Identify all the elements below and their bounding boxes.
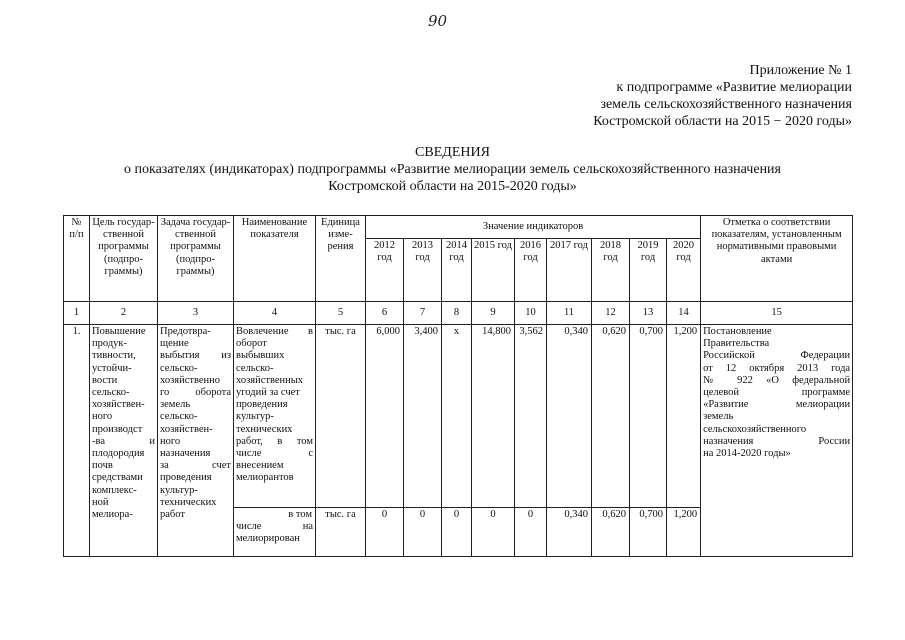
value-2020: 1,200: [667, 325, 701, 508]
header-unit: Единица изме-рения: [316, 216, 366, 302]
value-2014: х: [442, 325, 472, 508]
column-number: 5: [316, 302, 366, 325]
column-number: 2: [90, 302, 158, 325]
text-line: устойчи-: [92, 362, 132, 374]
text-line: проведения: [236, 399, 288, 411]
header-year: 2016 год: [515, 239, 547, 302]
text-line: хозяйственно: [160, 374, 220, 386]
text-line: проведения: [160, 472, 212, 484]
column-number: 1: [64, 302, 90, 325]
header-year: 2012 год: [366, 239, 404, 302]
header-year: 2015 год: [472, 239, 515, 302]
text-line: хозяйствен-: [92, 399, 145, 411]
heading-line: о показателях (индикаторах) подпрограммы «Развитие мелиорации земель сельскохозяйственного назначения: [124, 162, 781, 177]
text-line: средствами: [92, 472, 143, 484]
text-line: Российской Федерации: [703, 350, 851, 362]
value-2018: 0,620: [592, 508, 630, 557]
text-line: щение: [160, 338, 189, 350]
text-line: технических: [236, 423, 293, 435]
column-number: 10: [515, 302, 547, 325]
column-number: 11: [547, 302, 592, 325]
text-line: сельскохозяйственного: [703, 423, 807, 435]
text-line: хозяйственных: [236, 374, 304, 386]
column-number: 6: [366, 302, 404, 325]
text-line: хозяйствен-: [160, 423, 213, 435]
text-line: «Развитие мелиорации: [703, 399, 851, 411]
text-line: сельско-: [236, 362, 274, 374]
value-2012: 6,000: [366, 325, 404, 508]
text-line: плодородия: [92, 448, 145, 460]
header-year: 2018 год: [592, 239, 630, 302]
heading-title: СВЕДЕНИЯ: [415, 145, 490, 160]
text-line: Повышение: [92, 326, 146, 337]
text-line: назначения России: [703, 435, 851, 447]
text-line: целевой программе: [703, 387, 851, 399]
header-note: Отметка о соответствии показателям, установленным нормативными правовыми актами: [701, 216, 853, 302]
column-number: 12: [592, 302, 630, 325]
text-line: го оборота: [160, 387, 231, 399]
text-line: мелиора-: [92, 509, 133, 521]
text-line: в том: [288, 509, 312, 520]
appendix-line: земель сельскохозяйственного назначения: [600, 97, 852, 112]
header-task: Задача государ-ственной программы (подпро-граммы): [158, 216, 234, 302]
text-line: работ, в том: [236, 435, 313, 447]
column-number: 13: [630, 302, 667, 325]
column-number: 3: [158, 302, 234, 325]
text-line: работ: [160, 509, 185, 521]
page-number: 90: [428, 12, 448, 30]
document-heading: [0, 144, 905, 195]
header-year: 2017 год: [547, 239, 592, 302]
unit-cell: тыс. га: [316, 325, 366, 508]
value-2018: 0,620: [592, 325, 630, 508]
text-line: ного: [160, 435, 181, 447]
text-line: ной: [92, 496, 109, 508]
task-cell: [158, 325, 234, 557]
value-2013: 0: [404, 508, 442, 557]
text-line: угодий за счет: [236, 387, 300, 399]
text-line: культур-: [236, 411, 274, 423]
text-line: культур-: [160, 484, 198, 496]
text-line: продук-: [92, 338, 128, 350]
row-number: 1.: [64, 325, 90, 557]
text-line: сельско-: [160, 411, 198, 423]
text-line: мелиорантов: [236, 472, 294, 484]
text-line: Постановление: [703, 326, 772, 337]
header-year: 2014 год: [442, 239, 472, 302]
heading-line: Костромской области на 2015-2020 годы»: [328, 179, 577, 194]
value-2017: 0,340: [547, 508, 592, 557]
header-indicator-name: Наименование показателя: [234, 216, 316, 302]
value-2016: 3,562: [515, 325, 547, 508]
text-line: числе с: [236, 448, 313, 460]
value-2012: 0: [366, 508, 404, 557]
text-line: внесением: [236, 460, 284, 472]
appendix-line: Костромской области на 2015 − 2020 годы»: [593, 114, 852, 129]
value-2015: 14,800: [472, 325, 515, 508]
appendix-line: Приложение № 1: [749, 63, 852, 78]
column-number: 8: [442, 302, 472, 325]
unit-cell: тыс. га: [316, 508, 366, 557]
value-2015: 0: [472, 508, 515, 557]
value-2016: 0: [515, 508, 547, 557]
text-line: от 12 октября 2013 года: [703, 362, 851, 374]
column-number: 15: [701, 302, 853, 325]
column-number: 4: [234, 302, 316, 325]
text-line: комплекс-: [92, 484, 137, 496]
header-goal: Цель государ-ственной программы (подпро-граммы): [90, 216, 158, 302]
text-line: почв: [92, 460, 113, 472]
text-line: Предотвра-: [160, 326, 211, 337]
text-line: мелиорирован: [236, 533, 300, 545]
text-line: числе на: [236, 521, 313, 533]
text-line: земель: [160, 399, 191, 411]
text-line: оборот: [236, 338, 267, 350]
value-2017: 0,340: [547, 325, 592, 508]
header-year: 2013 год: [404, 239, 442, 302]
value-2019: 0,700: [630, 508, 667, 557]
value-2014: 0: [442, 508, 472, 557]
header-num: № п/п: [64, 216, 90, 302]
text-line: ного: [92, 411, 113, 423]
column-number: 9: [472, 302, 515, 325]
column-number: 7: [404, 302, 442, 325]
indicator-name-cell: [234, 325, 316, 508]
text-line: Правительства: [703, 338, 770, 350]
text-line: сельско-: [92, 387, 130, 399]
text-line: тивности,: [92, 350, 136, 362]
text-line: производст: [92, 423, 143, 435]
value-2020: 1,200: [667, 508, 701, 557]
header-year: 2020 год: [667, 239, 701, 302]
text-line: на 2014-2020 годы»: [703, 448, 791, 460]
header-values-group: Значение индикаторов: [366, 216, 701, 239]
text-line: земель: [703, 411, 734, 423]
text-line: за счет: [160, 460, 231, 472]
text-line: Вовлечение в: [236, 326, 313, 337]
value-2013: 3,400: [404, 325, 442, 508]
text-line: № 922 «О федеральной: [703, 374, 851, 386]
goal-cell: [90, 325, 158, 557]
text-line: сельско-: [160, 362, 198, 374]
text-line: вости: [92, 374, 118, 386]
text-line: выбывших: [236, 350, 285, 362]
text-line: назначения: [160, 448, 211, 460]
appendix-block: [593, 62, 852, 130]
text-line: выбытия из: [160, 350, 231, 362]
value-2019: 0,700: [630, 325, 667, 508]
header-year: 2019 год: [630, 239, 667, 302]
text-line: технических: [160, 496, 217, 508]
column-number: 14: [667, 302, 701, 325]
indicator-name-cell: [234, 508, 316, 557]
indicators-table: [63, 215, 853, 557]
note-cell: [701, 325, 853, 557]
appendix-line: к подпрограмме «Развитие мелиорации: [616, 80, 852, 95]
text-line: -ва и: [92, 435, 155, 447]
